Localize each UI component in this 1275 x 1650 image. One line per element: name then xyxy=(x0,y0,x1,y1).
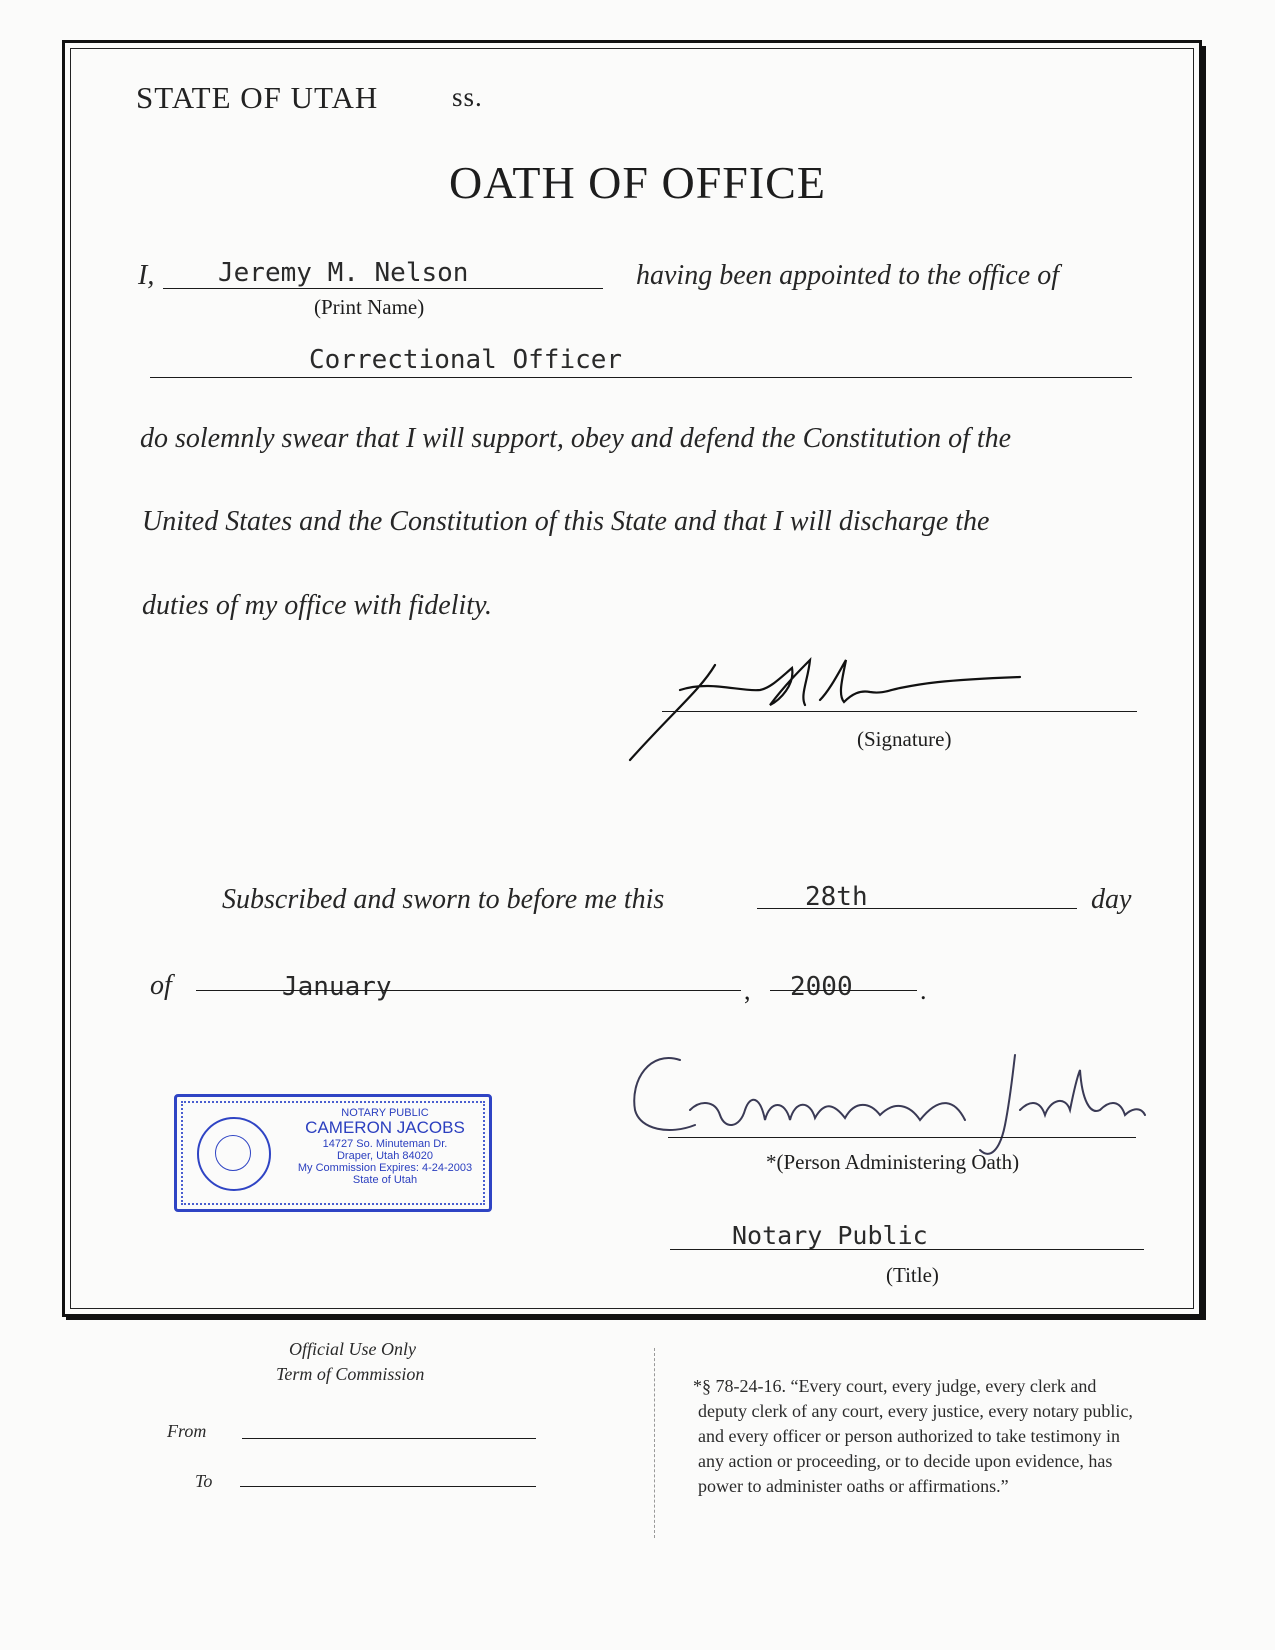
state-heading: STATE OF UTAH xyxy=(136,80,379,115)
day-value: 28th xyxy=(805,882,868,912)
stamp-line-3: 14727 So. Minuteman Dr. xyxy=(322,1137,448,1150)
month-value: January xyxy=(282,972,392,1002)
oath-body-line-3: duties of my office with fidelity. xyxy=(142,590,492,621)
stamp-line-2: CAMERON JACOBS xyxy=(305,1118,465,1138)
subscribed-text: Subscribed and sworn to before me this xyxy=(222,884,665,915)
of-label: of xyxy=(150,970,172,1001)
document-title: OATH OF OFFICE xyxy=(449,157,826,208)
statute-line-3: and every officer or person authorized to take testimony in xyxy=(698,1426,1121,1446)
stamp-line-5: My Commission Expires: 4-24-2003 xyxy=(297,1161,473,1174)
statute-line-5: power to administer oaths or affirmations.” xyxy=(698,1476,1009,1496)
date-period: . xyxy=(920,976,927,1005)
from-line xyxy=(242,1438,536,1439)
signature-line xyxy=(662,711,1137,712)
official-use-heading: Official Use Only xyxy=(289,1339,416,1359)
title-value: Notary Public xyxy=(732,1221,928,1250)
to-line xyxy=(240,1486,536,1487)
title-line xyxy=(670,1249,1144,1250)
year-line xyxy=(770,990,917,991)
appointed-text: having been appointed to the office of xyxy=(636,260,1060,291)
administrator-caption: *(Person Administering Oath) xyxy=(766,1150,1020,1174)
date-comma: , xyxy=(744,976,751,1005)
administrator-line xyxy=(668,1137,1136,1138)
office-value: Correctional Officer xyxy=(309,345,623,375)
state-seal-icon xyxy=(197,1117,271,1191)
oath-body-line-1: do solemnly swear that I will support, obey and defend the Constitution of the xyxy=(140,423,1012,454)
footer-divider xyxy=(654,1348,655,1538)
notary-stamp xyxy=(174,1094,492,1212)
statute-line-2: deputy clerk of any court, every justice, every notary public, xyxy=(698,1401,1133,1421)
intro-i: I, xyxy=(138,260,155,291)
ss-label: ss. xyxy=(452,82,483,112)
print-name-line xyxy=(163,288,603,289)
border-shadow-bottom xyxy=(66,1317,1206,1320)
handwritten-signature xyxy=(620,650,1040,770)
year-value: 2000 xyxy=(790,972,853,1002)
month-line xyxy=(196,990,741,991)
stamp-text-block xyxy=(285,1107,485,1186)
to-label: To xyxy=(195,1471,213,1491)
statute-line-4: any action or proceeding, or to decide upon evidence, has xyxy=(698,1451,1113,1471)
oath-body-line-2: United States and the Constitution of this State and that I will discharge the xyxy=(142,506,990,537)
statute-line-1: *§ 78-24-16. “Every court, every judge, every clerk and xyxy=(693,1376,1097,1396)
from-label: From xyxy=(167,1421,207,1441)
title-caption: (Title) xyxy=(886,1263,939,1287)
day-label: day xyxy=(1091,884,1132,915)
signature-caption: (Signature) xyxy=(857,727,952,751)
seal-center xyxy=(215,1135,251,1171)
term-of-commission-heading: Term of Commission xyxy=(276,1364,425,1384)
stamp-line-4: Draper, Utah 84020 xyxy=(336,1149,433,1162)
stamp-line-1: NOTARY PUBLIC xyxy=(341,1107,429,1119)
day-line xyxy=(757,908,1077,909)
stamp-line-6: State of Utah xyxy=(352,1174,418,1187)
print-name-caption: (Print Name) xyxy=(314,295,425,319)
office-line xyxy=(150,377,1132,378)
print-name-value: Jeremy M. Nelson xyxy=(218,258,469,288)
